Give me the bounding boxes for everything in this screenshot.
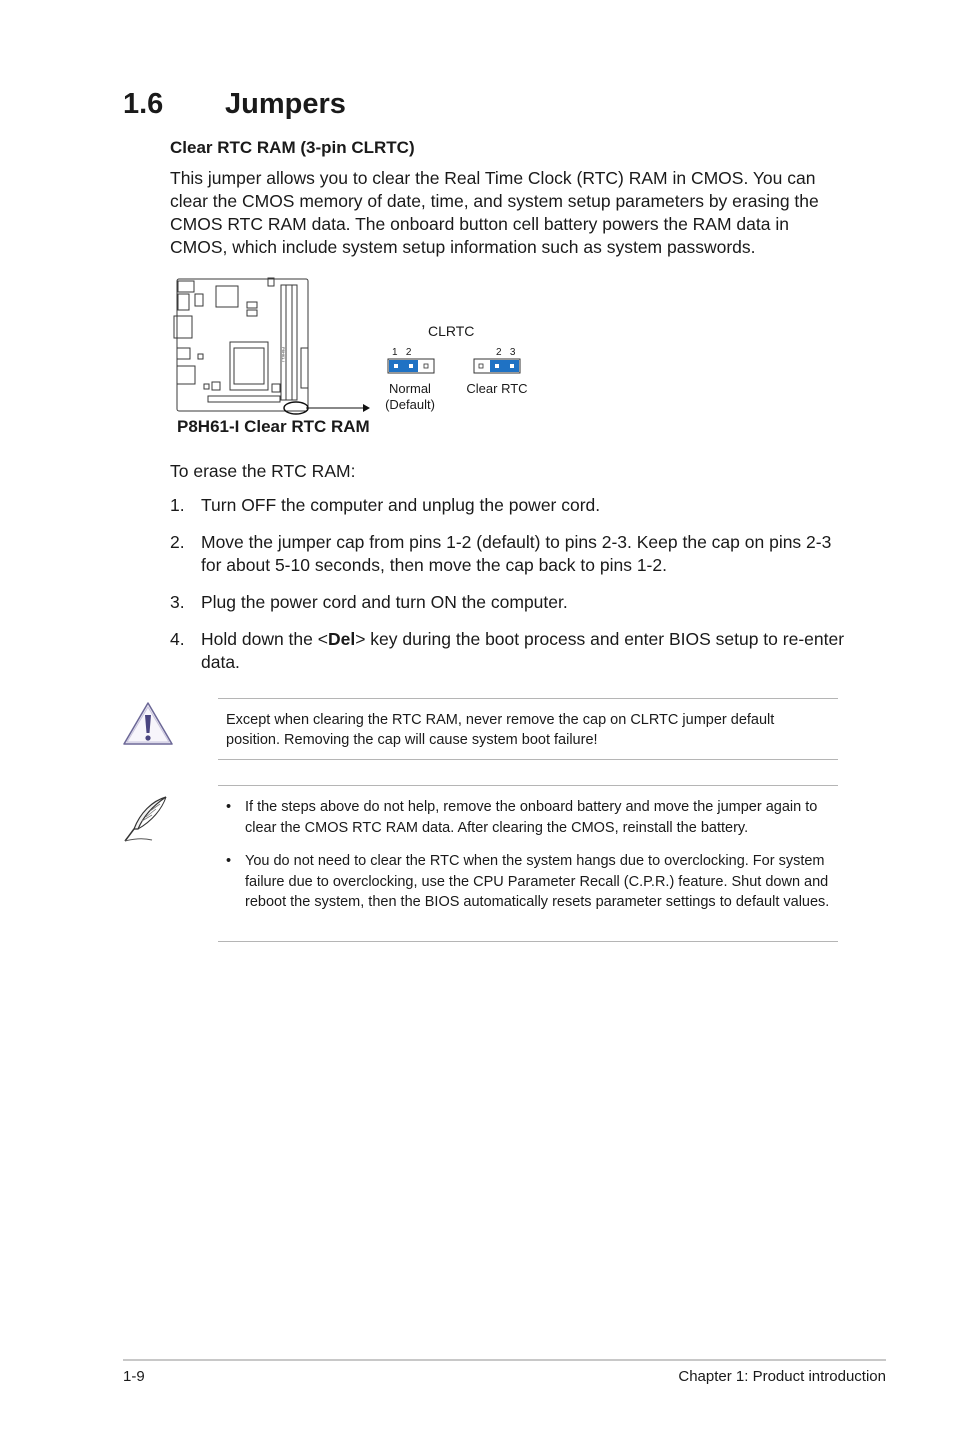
- caution-box: [218, 698, 838, 760]
- bullet-mark: •: [226, 853, 232, 869]
- jumper-clear: [474, 359, 520, 373]
- board-label: P8H61-I: [281, 347, 286, 362]
- pins-right-label: 2 3: [496, 347, 516, 358]
- step-item: [170, 591, 850, 614]
- note-text: If the steps above do not help, remove the onboard battery and move the jumper again to clear the CMOS RTC RAM data. After clearing the CMOS, reinstall the battery.: [245, 799, 818, 836]
- step-number: 3.: [170, 592, 185, 612]
- intro-paragraph: This jumper allows you to clear the Real Time Clock (RTC) RAM in CMOS. You can clear the CMOS memory of date, time, and system setup parameters by erasing the CMOS RTC RAM data. The onboard button cell battery powers the RAM data in CMOS, which include system setup information such as system passwords.: [170, 168, 819, 257]
- step-item: [170, 494, 850, 517]
- note-box: [218, 785, 838, 942]
- step-text-post: > key during the boot process and enter BIOS setup to re-enter data.: [201, 629, 845, 672]
- diagram-caption: P8H61-I Clear RTC RAM: [177, 417, 370, 436]
- note-item: [226, 851, 836, 913]
- section-number: 1.6: [123, 88, 164, 120]
- step-number: 4.: [170, 629, 185, 649]
- step-text: Turn OFF the computer and unplug the power cord.: [201, 495, 601, 515]
- clrtc-header-label: CLRTC: [428, 323, 475, 339]
- step-text-pre: Hold down the <: [201, 629, 328, 649]
- step-number: 2.: [170, 532, 185, 552]
- step-item: [170, 531, 850, 577]
- steps-intro: To erase the RTC RAM:: [170, 461, 356, 481]
- section-title: Jumpers: [225, 88, 346, 120]
- clrtc-callout: [284, 402, 370, 414]
- del-key: Del: [327, 629, 356, 649]
- bullet-mark: •: [226, 799, 232, 815]
- clear-rtc-label: Clear RTC: [466, 381, 528, 396]
- note-list: [226, 797, 836, 926]
- motherboard-outline: [174, 278, 308, 411]
- note-item: [226, 797, 836, 838]
- quill-icon: [122, 795, 170, 843]
- step-text: Plug the power cord and turn ON the computer.: [201, 592, 568, 612]
- default-label: (Default): [385, 397, 435, 412]
- steps-list: [170, 494, 850, 688]
- chapter-title: Chapter 1: Product introduction: [678, 1368, 886, 1385]
- warning-icon: [122, 700, 174, 748]
- step-item: [170, 628, 850, 674]
- page-number: 1-9: [123, 1368, 145, 1385]
- subheading: Clear RTC RAM (3-pin CLRTC): [170, 138, 415, 157]
- pins-left-label: 1 2: [392, 347, 412, 358]
- caution-text: Except when clearing the RTC RAM, never remove the cap on CLRTC jumper default position. Removing the cap will cause system boot failure!: [226, 712, 775, 748]
- note-text: You do not need to clear the RTC when the system hangs due to overclocking. For system failure due to overclocking, use the CPU Parameter Recall (C.P.R.) feature. Shut down and reboot the system, then the BIOS automatically resets parameter settings to default values.: [245, 853, 830, 910]
- step-text: Move the jumper cap from pins 1-2 (default) to pins 2-3. Keep the cap on pins 2-3 for about 5-10 seconds, then move the cap back to pins 1-2.: [201, 532, 832, 575]
- normal-label: Normal: [389, 381, 431, 396]
- footer-divider: [123, 1359, 886, 1361]
- step-number: 1.: [170, 495, 185, 515]
- jumper-normal: [388, 359, 434, 373]
